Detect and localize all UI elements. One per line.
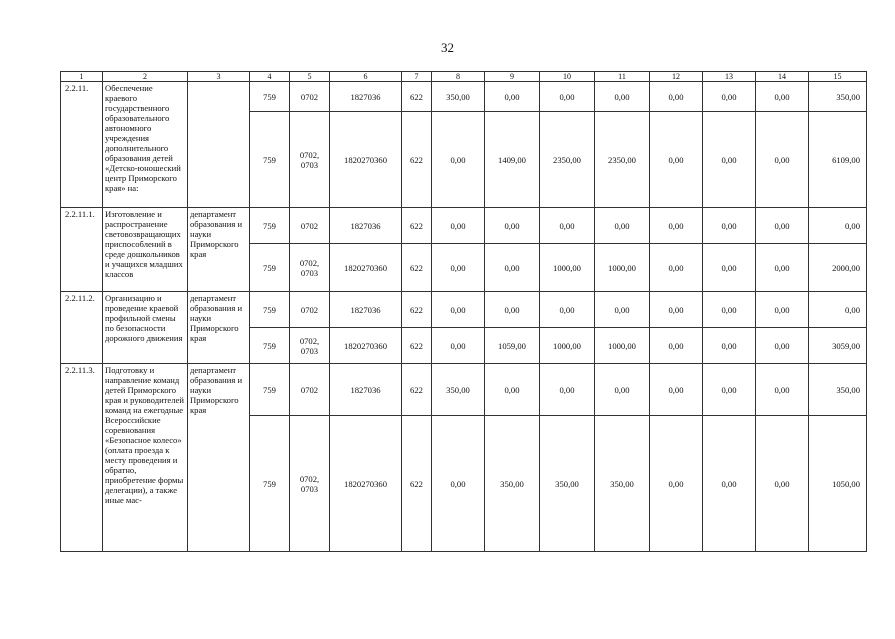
table-cell: 0702 (290, 364, 330, 416)
table-cell: 0,00 (432, 112, 485, 208)
table-cell: 350,00 (432, 82, 485, 112)
table-cell: 1000,00 (595, 244, 650, 292)
row-name: Изготовление и распространение световозвращающих приспособлений в среде дошкольников и учащихся младших классов (103, 208, 188, 292)
table-cell: 0702 (290, 208, 330, 244)
row-code: 2.2.11. (61, 82, 103, 208)
row-total: 350,00 (809, 364, 867, 416)
table-cell: 759 (250, 292, 290, 328)
column-number: 14 (756, 72, 809, 82)
table-cell: 0,00 (650, 112, 703, 208)
table-cell: 759 (250, 364, 290, 416)
row-executor (188, 82, 250, 208)
column-number: 2 (103, 72, 188, 82)
row-total: 1050,00 (809, 416, 867, 552)
table-cell: 350,00 (595, 416, 650, 552)
table-cell: 0,00 (540, 82, 595, 112)
table-cell: 0702, 0703 (290, 112, 330, 208)
table-cell: 0,00 (485, 82, 540, 112)
table-cell: 1059,00 (485, 328, 540, 364)
table-cell: 1827036 (330, 82, 402, 112)
table-cell: 0,00 (650, 82, 703, 112)
row-total: 2000,00 (809, 244, 867, 292)
table-cell: 0702, 0703 (290, 244, 330, 292)
table-cell: 0,00 (485, 364, 540, 416)
table-cell: 759 (250, 82, 290, 112)
column-number: 1 (61, 72, 103, 82)
column-number: 13 (703, 72, 756, 82)
table-cell: 0702, 0703 (290, 416, 330, 552)
column-number: 8 (432, 72, 485, 82)
table-cell: 350,00 (485, 416, 540, 552)
table-cell: 622 (402, 208, 432, 244)
table-cell: 1000,00 (540, 244, 595, 292)
table-cell: 0,00 (595, 364, 650, 416)
table-cell: 0702, 0703 (290, 328, 330, 364)
table-cell: 0,00 (703, 416, 756, 552)
column-number: 3 (188, 72, 250, 82)
table-cell: 0,00 (595, 208, 650, 244)
table-cell: 0,00 (703, 82, 756, 112)
table-cell: 1820270360 (330, 328, 402, 364)
table-cell: 0,00 (650, 364, 703, 416)
table-cell: 0,00 (650, 292, 703, 328)
row-code: 2.2.11.1. (61, 208, 103, 292)
table-cell: 759 (250, 244, 290, 292)
table-cell: 759 (250, 208, 290, 244)
table-cell: 0,00 (432, 244, 485, 292)
table-cell: 622 (402, 244, 432, 292)
table-row (61, 208, 867, 244)
table-cell: 622 (402, 292, 432, 328)
table-cell: 622 (402, 328, 432, 364)
table-cell: 0,00 (756, 416, 809, 552)
table-cell: 0,00 (703, 292, 756, 328)
column-number: 4 (250, 72, 290, 82)
table-cell: 2350,00 (595, 112, 650, 208)
table-cell: 0,00 (756, 82, 809, 112)
table-cell: 0,00 (485, 292, 540, 328)
row-name: Организацию и проведение краевой профильной смены по безопасности дорожного движения (103, 292, 188, 364)
table-cell: 1827036 (330, 208, 402, 244)
table-cell: 0702 (290, 292, 330, 328)
column-number: 10 (540, 72, 595, 82)
table-cell: 350,00 (432, 364, 485, 416)
row-total: 350,00 (809, 82, 867, 112)
table-cell: 350,00 (540, 416, 595, 552)
row-executor: департамент образования и науки Приморского края (188, 208, 250, 292)
table-cell: 759 (250, 112, 290, 208)
table-cell: 1827036 (330, 292, 402, 328)
row-total: 6109,00 (809, 112, 867, 208)
table-cell: 0,00 (432, 292, 485, 328)
row-total: 3059,00 (809, 328, 867, 364)
column-number: 12 (650, 72, 703, 82)
page-number: 32 (441, 40, 454, 55)
table-cell: 0,00 (595, 292, 650, 328)
table-cell: 0,00 (485, 208, 540, 244)
table-cell: 1820270360 (330, 112, 402, 208)
table-row (61, 292, 867, 328)
table-cell: 759 (250, 328, 290, 364)
table-body (61, 72, 867, 552)
table-cell: 1827036 (330, 364, 402, 416)
table-cell: 0,00 (756, 328, 809, 364)
column-number: 9 (485, 72, 540, 82)
table-cell: 622 (402, 364, 432, 416)
table-cell: 0,00 (432, 208, 485, 244)
table-row (61, 82, 867, 112)
budget-table (60, 71, 867, 552)
row-executor: департамент образования и науки Приморского края (188, 292, 250, 364)
table-cell: 0,00 (485, 244, 540, 292)
table-cell: 0,00 (650, 244, 703, 292)
column-number: 7 (402, 72, 432, 82)
table-cell: 0702 (290, 82, 330, 112)
table-cell: 0,00 (432, 416, 485, 552)
table-cell: 0,00 (756, 244, 809, 292)
row-total: 0,00 (809, 292, 867, 328)
row-code: 2.2.11.3. (61, 364, 103, 552)
table-cell: 2350,00 (540, 112, 595, 208)
table-cell: 0,00 (540, 364, 595, 416)
row-total: 0,00 (809, 208, 867, 244)
table-cell: 0,00 (540, 208, 595, 244)
table-cell: 0,00 (650, 328, 703, 364)
table-cell: 0,00 (703, 112, 756, 208)
table-cell: 0,00 (432, 328, 485, 364)
table-row (61, 364, 867, 416)
column-number-row (61, 72, 867, 82)
column-number: 6 (330, 72, 402, 82)
row-executor: департамент образования и науки Приморского края (188, 364, 250, 552)
row-name: Обеспечение краевого государственного образовательного автономного учреждения дополнительного образования детей «Детско-юношеский центр Приморского края» на: (103, 82, 188, 208)
table-cell: 622 (402, 416, 432, 552)
table-cell: 622 (402, 82, 432, 112)
table-cell: 0,00 (703, 244, 756, 292)
table-cell: 0,00 (756, 112, 809, 208)
row-code: 2.2.11.2. (61, 292, 103, 364)
table-cell: 1000,00 (540, 328, 595, 364)
table-cell: 0,00 (540, 292, 595, 328)
table-cell: 0,00 (595, 82, 650, 112)
table-cell: 1000,00 (595, 328, 650, 364)
table-cell: 0,00 (703, 208, 756, 244)
column-number: 5 (290, 72, 330, 82)
table-cell: 0,00 (703, 328, 756, 364)
table-cell: 1820270360 (330, 244, 402, 292)
table-cell: 0,00 (650, 416, 703, 552)
table-cell: 0,00 (703, 364, 756, 416)
table-cell: 0,00 (756, 208, 809, 244)
table-cell: 0,00 (756, 292, 809, 328)
table-cell: 0,00 (756, 364, 809, 416)
row-name: Подготовку и направление команд детей Приморского края и руководителей команд на ежегодные Всероссийские соревнования «Безопасное колесо» (оплата проезда к месту проведения и обратно, приобретение формы делегации), а также иные мас- (103, 364, 188, 552)
table-cell: 622 (402, 112, 432, 208)
table-cell: 1409,00 (485, 112, 540, 208)
column-number: 15 (809, 72, 867, 82)
table-cell: 0,00 (650, 208, 703, 244)
column-number: 11 (595, 72, 650, 82)
table-cell: 759 (250, 416, 290, 552)
table-cell: 1820270360 (330, 416, 402, 552)
